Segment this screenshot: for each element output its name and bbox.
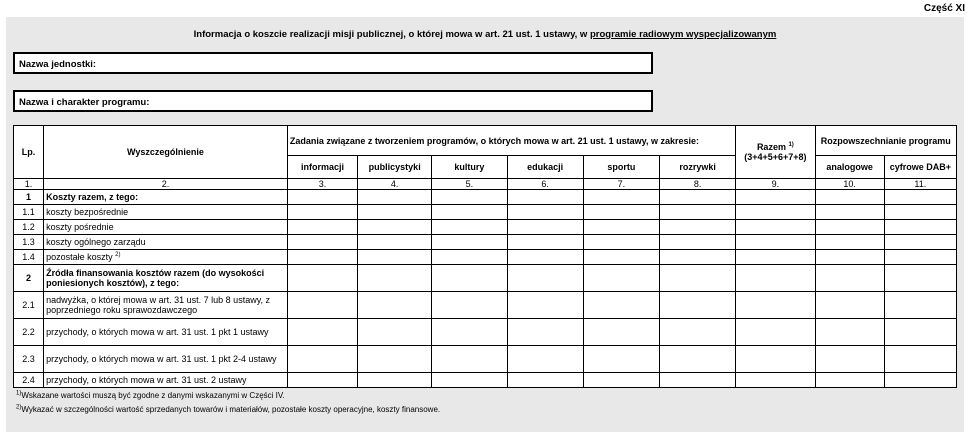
- value-cell[interactable]: [815, 292, 884, 319]
- value-cell[interactable]: [884, 319, 956, 346]
- program-name-field[interactable]: [13, 90, 653, 112]
- value-cell[interactable]: [432, 250, 507, 265]
- unit-name-field[interactable]: [13, 52, 653, 74]
- footnote-1-mark: 1): [16, 390, 22, 397]
- table-row: [14, 220, 957, 235]
- value-cell[interactable]: [432, 220, 507, 235]
- footnote-2-text: Wykazać w szczególności wartość sprzedanych towarów i materiałów, pozostałe koszty operacyjne, koszty finansowe.: [21, 405, 441, 414]
- sub-header: informacji: [287, 156, 357, 179]
- col-number: 11.: [884, 179, 956, 190]
- value-cell[interactable]: [358, 220, 432, 235]
- value-cell[interactable]: [287, 292, 357, 319]
- value-cell[interactable]: [432, 235, 507, 250]
- row-lp: 1.2: [14, 220, 44, 235]
- value-cell[interactable]: [583, 265, 659, 292]
- col-number: 3.: [287, 179, 357, 190]
- sub-header: edukacji: [507, 156, 583, 179]
- value-cell[interactable]: [507, 265, 583, 292]
- row-lp: 2.4: [14, 373, 44, 388]
- value-cell[interactable]: [432, 265, 507, 292]
- value-cell[interactable]: [287, 205, 357, 220]
- value-cell[interactable]: [507, 292, 583, 319]
- value-cell[interactable]: [884, 346, 956, 373]
- value-cell[interactable]: [358, 265, 432, 292]
- value-cell[interactable]: [358, 250, 432, 265]
- value-cell[interactable]: [432, 373, 507, 388]
- value-cell[interactable]: [660, 346, 736, 373]
- header-dist: Rozpowszechnianie programu: [815, 126, 957, 156]
- col-number: 10.: [815, 179, 884, 190]
- col-number: 8.: [660, 179, 736, 190]
- table-row: [14, 235, 957, 250]
- value-cell[interactable]: [736, 292, 815, 319]
- sub-header: rozrywki: [660, 156, 736, 179]
- cost-table: [13, 125, 957, 388]
- row-lp: 1.3: [14, 235, 44, 250]
- value-cell[interactable]: [884, 190, 956, 205]
- value-cell[interactable]: [432, 190, 507, 205]
- row-lp: 2: [14, 265, 44, 292]
- value-cell[interactable]: [815, 250, 884, 265]
- value-cell[interactable]: [660, 190, 736, 205]
- value-cell[interactable]: [432, 319, 507, 346]
- value-cell[interactable]: [736, 319, 815, 346]
- row-label-text: koszty ogólnego zarządu: [46, 237, 146, 247]
- value-cell[interactable]: [736, 190, 815, 205]
- dist-sub-header: cyfrowe DAB+: [884, 156, 956, 179]
- value-cell[interactable]: [507, 235, 583, 250]
- col-number: 5.: [432, 179, 507, 190]
- table-row: [14, 346, 957, 373]
- row-label: [44, 235, 288, 250]
- header-tasks: Zadania związane z tworzeniem programów, o których mowa w art. 21 ust. 1 ustawy, w zakresie:: [287, 126, 735, 156]
- row-label: [44, 190, 288, 205]
- value-cell[interactable]: [583, 235, 659, 250]
- col-number: 4.: [358, 179, 432, 190]
- row-lp: 2.3: [14, 346, 44, 373]
- value-cell[interactable]: [660, 220, 736, 235]
- value-cell[interactable]: [358, 346, 432, 373]
- value-cell[interactable]: [583, 373, 659, 388]
- title-underlined: programie radiowym wyspecjalizowanym: [589, 29, 777, 40]
- table-row: [14, 373, 957, 388]
- value-cell[interactable]: [736, 220, 815, 235]
- value-cell[interactable]: [884, 205, 956, 220]
- value-cell[interactable]: [736, 265, 815, 292]
- row-label-text: przychody, o których mowa w art. 31 ust. 1 pkt 1 ustawy: [46, 327, 269, 337]
- header-lp: Lp.: [14, 126, 44, 179]
- form-panel: [6, 17, 964, 432]
- value-cell[interactable]: [507, 319, 583, 346]
- table-row: [14, 205, 957, 220]
- value-cell[interactable]: [815, 265, 884, 292]
- value-cell[interactable]: [507, 346, 583, 373]
- row-label: [44, 292, 288, 319]
- row-label-text: nadwyżka, o której mowa w art. 31 ust. 7 lub 8 ustawy, z poprzedniego roku sprawozdawczego: [46, 295, 271, 315]
- footnote-1-text: Wskazane wartości muszą być zgodne z danymi wskazanymi w Części IV.: [21, 391, 285, 400]
- table-row: [14, 319, 957, 346]
- value-cell[interactable]: [287, 265, 357, 292]
- row-lp: 1: [14, 190, 44, 205]
- sub-header: publicystyki: [358, 156, 432, 179]
- value-cell[interactable]: [736, 235, 815, 250]
- footnote-1: [16, 391, 285, 400]
- value-cell[interactable]: [358, 235, 432, 250]
- value-cell[interactable]: [507, 205, 583, 220]
- col-number: 9.: [736, 179, 815, 190]
- value-cell[interactable]: [358, 190, 432, 205]
- col-number: 7.: [583, 179, 659, 190]
- row-label-text: koszty pośrednie: [46, 222, 114, 232]
- value-cell[interactable]: [583, 250, 659, 265]
- value-cell[interactable]: [287, 373, 357, 388]
- row-label-text: Źródła finansowania kosztów razem (do wysokości poniesionych kosztów), z tego:: [46, 268, 265, 288]
- row-label-text: Koszty razem, z tego:: [46, 192, 139, 202]
- row-label: [44, 319, 288, 346]
- table-row: [14, 265, 957, 292]
- value-cell[interactable]: [432, 205, 507, 220]
- row-label: [44, 265, 288, 292]
- row-label-sup: 2): [115, 252, 121, 258]
- value-cell[interactable]: [884, 265, 956, 292]
- value-cell[interactable]: [583, 346, 659, 373]
- unit-name-label: Nazwa jednostki:: [19, 59, 97, 70]
- dist-sub-header: analogowe: [815, 156, 884, 179]
- value-cell[interactable]: [358, 373, 432, 388]
- value-cell[interactable]: [583, 292, 659, 319]
- header-total-formula: (3+4+5+6+7+8): [744, 152, 807, 162]
- header-spec: Wyszczególnienie: [44, 126, 288, 179]
- value-cell[interactable]: [287, 250, 357, 265]
- value-cell[interactable]: [815, 205, 884, 220]
- row-label-text: przychody, o których mowa w art. 31 ust. 2 ustawy: [46, 375, 247, 385]
- row-label: [44, 205, 288, 220]
- form-title: [6, 29, 964, 40]
- col-number: 2.: [44, 179, 288, 190]
- value-cell[interactable]: [815, 319, 884, 346]
- value-cell[interactable]: [660, 319, 736, 346]
- value-cell[interactable]: [287, 220, 357, 235]
- row-label-text: koszty bezpośrednie: [46, 207, 129, 217]
- row-lp: 2.2: [14, 319, 44, 346]
- value-cell[interactable]: [432, 346, 507, 373]
- row-lp: 2.1: [14, 292, 44, 319]
- value-cell[interactable]: [583, 205, 659, 220]
- table-row: [14, 190, 957, 205]
- value-cell[interactable]: [507, 190, 583, 205]
- value-cell[interactable]: [358, 205, 432, 220]
- value-cell[interactable]: [660, 250, 736, 265]
- title-main: Informacja o koszcie realizacji misji publicznej, o której mowa w art. 21 ust. 1 ustawy, w: [193, 29, 590, 40]
- value-cell[interactable]: [660, 292, 736, 319]
- footnote-2: [16, 405, 440, 414]
- col-number: 6.: [507, 179, 583, 190]
- value-cell[interactable]: [287, 346, 357, 373]
- sub-header: sportu: [583, 156, 659, 179]
- header-total: [736, 126, 815, 179]
- value-cell[interactable]: [660, 373, 736, 388]
- program-name-label: Nazwa i charakter programu:: [19, 97, 150, 108]
- value-cell[interactable]: [736, 250, 815, 265]
- value-cell[interactable]: [884, 220, 956, 235]
- value-cell[interactable]: [583, 190, 659, 205]
- value-cell[interactable]: [358, 292, 432, 319]
- row-lp: 1.4: [14, 250, 44, 265]
- value-cell[interactable]: [815, 373, 884, 388]
- value-cell[interactable]: [583, 220, 659, 235]
- value-cell[interactable]: [432, 292, 507, 319]
- value-cell[interactable]: [736, 373, 815, 388]
- value-cell[interactable]: [287, 319, 357, 346]
- value-cell[interactable]: [287, 190, 357, 205]
- value-cell[interactable]: [507, 220, 583, 235]
- value-cell[interactable]: [287, 235, 357, 250]
- value-cell[interactable]: [815, 346, 884, 373]
- value-cell[interactable]: [507, 373, 583, 388]
- value-cell[interactable]: [736, 205, 815, 220]
- sub-header: kultury: [432, 156, 507, 179]
- value-cell[interactable]: [736, 346, 815, 373]
- col-number: 1.: [14, 179, 44, 190]
- table-row: [14, 250, 957, 265]
- value-cell[interactable]: [815, 235, 884, 250]
- row-label: [44, 373, 288, 388]
- value-cell[interactable]: [507, 250, 583, 265]
- value-cell[interactable]: [660, 235, 736, 250]
- value-cell[interactable]: [660, 265, 736, 292]
- value-cell[interactable]: [815, 190, 884, 205]
- part-label: Część XI: [923, 3, 965, 14]
- table-row: [14, 292, 957, 319]
- header-total-sup: 1): [788, 142, 794, 148]
- row-label: [44, 250, 288, 265]
- value-cell[interactable]: [583, 319, 659, 346]
- header-total-label: Razem: [756, 142, 786, 152]
- row-lp: 1.1: [14, 205, 44, 220]
- value-cell[interactable]: [815, 220, 884, 235]
- value-cell[interactable]: [884, 373, 956, 388]
- row-label-text: przychody, o których mowa w art. 31 ust. 1 pkt 2-4 ustawy: [46, 354, 277, 364]
- row-label: [44, 220, 288, 235]
- row-label: [44, 346, 288, 373]
- value-cell[interactable]: [884, 235, 956, 250]
- value-cell[interactable]: [660, 205, 736, 220]
- value-cell[interactable]: [884, 292, 956, 319]
- value-cell[interactable]: [884, 250, 956, 265]
- row-label-text: pozostałe koszty: [46, 252, 113, 262]
- value-cell[interactable]: [358, 319, 432, 346]
- footnote-2-mark: 2): [16, 404, 22, 411]
